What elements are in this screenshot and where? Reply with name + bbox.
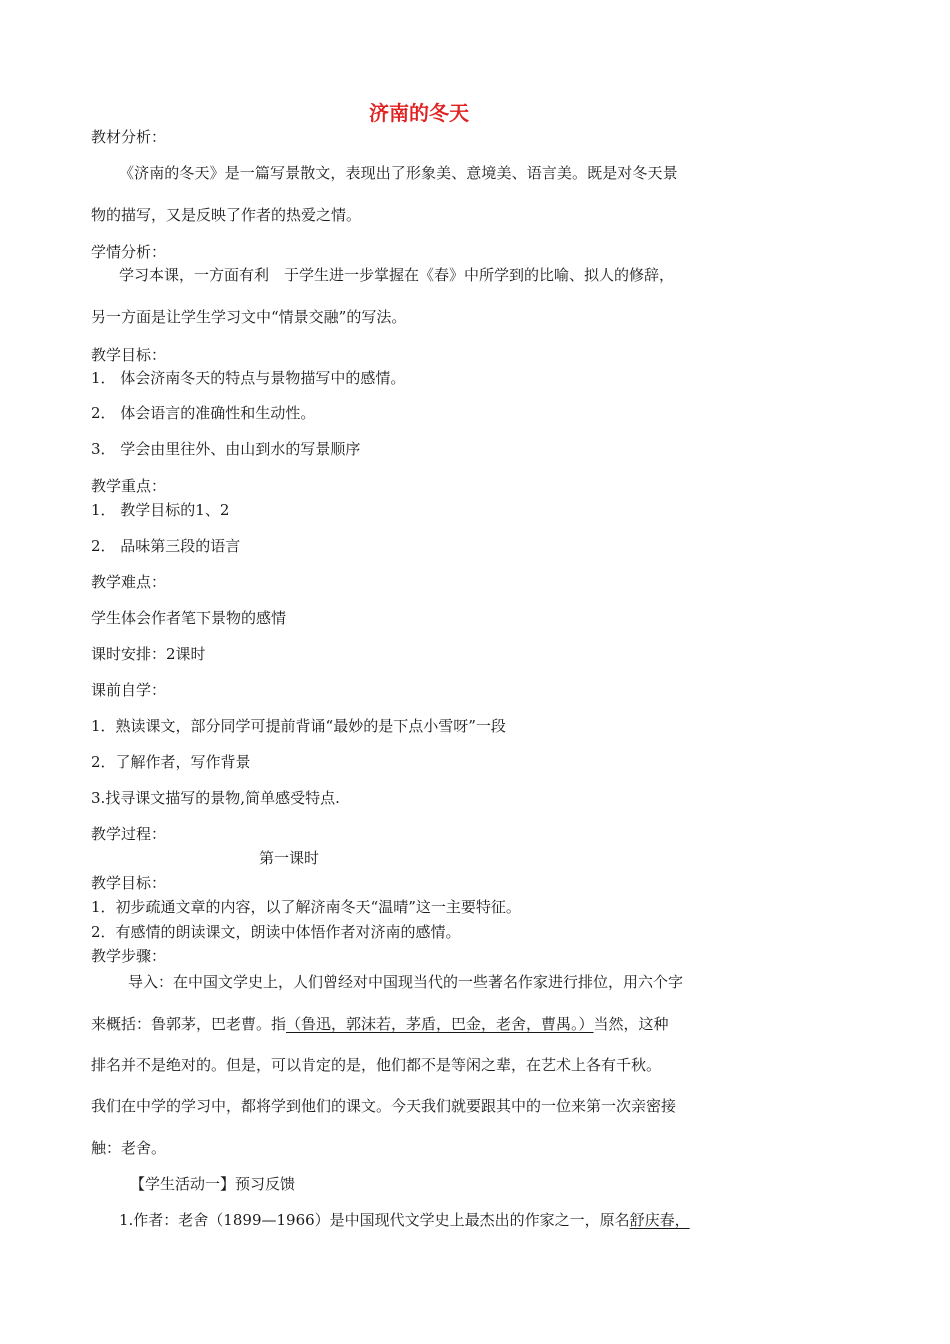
page-title: 济南的冬天: [369, 101, 469, 125]
intro-line: [91, 1015, 669, 1033]
difficult-text: 学生体会作者笔下景物的感情: [91, 609, 287, 627]
intro-line: 排名并不是绝对的。但是，可以肯定的是，他们都不是等闲之辈，在艺术上各有千秋。: [91, 1056, 662, 1074]
schedule-text: 课时安排：2课时: [91, 645, 206, 663]
intro-line: 触：老舍。: [91, 1139, 167, 1157]
activity-heading: 【学生活动一】预习反馈: [130, 1175, 296, 1193]
intro-line: 导入：在中国文学史上，人们曾经对中国现当代的一些著名作家进行排位，用六个字: [128, 973, 684, 991]
preview-heading: 课前自学：: [91, 681, 167, 699]
goal2-item: 1．初步疏通文章的内容，以了解济南冬天“温晴”这一主要特征。: [91, 898, 521, 916]
preview-item: 1．熟读课文，部分同学可提前背诵“最妙的是下点小雪呀”一段: [91, 717, 506, 735]
goal-item: 1． 体会济南冬天的特点与景物描写中的感情。: [91, 369, 406, 387]
material-heading: 教材分析：: [91, 128, 167, 146]
goals2-heading: 教学目标：: [91, 874, 167, 892]
author-name-underlined: 舒庆春，: [629, 1211, 690, 1229]
process-heading: 教学过程：: [91, 825, 167, 843]
material-paragraph-line: 物的描写，又是反映了作者的热爱之情。: [91, 206, 362, 224]
key-point-item: 1． 教学目标的1、2: [91, 501, 230, 519]
intro-text: 来概括：鲁郭茅，巴老曹。指: [91, 1015, 287, 1033]
goal-item: 2． 体会语言的准确性和生动性。: [91, 404, 316, 422]
difficult-heading: 教学难点：: [91, 573, 167, 591]
student-heading: 学情分析：: [91, 243, 167, 261]
intro-text: 当然，这种: [593, 1015, 669, 1033]
material-paragraph-line: 《济南的冬天》是一篇写景散文，表现出了形象美、意境美、语言美。既是对冬天景: [119, 164, 678, 182]
author-text: 1.作者：老舍（1899—1966）是中国现代文学史上最杰出的作家之一，原名: [119, 1211, 630, 1229]
goal-item: 3． 学会由里往外、由山到水的写景顺序: [91, 440, 361, 458]
preview-item: 3.找寻课文描写的景物,简单感受特点.: [91, 789, 340, 807]
key-point-item: 2． 品味第三段的语言: [91, 537, 241, 555]
student-paragraph-line: 学习本课，一方面有利 于学生进一步掌握在《春》中所学到的比喻、拟人的修辞，: [119, 266, 675, 284]
student-paragraph-line: 另一方面是让学生学习文中“情景交融”的写法。: [91, 308, 407, 326]
author-line: [119, 1211, 690, 1229]
intro-line: 我们在中学的学习中，都将学到他们的课文。今天我们就要跟其中的一位来第一次亲密接: [91, 1097, 677, 1115]
author-list-underlined: （鲁迅，郭沫若，茅盾，巴金，老舍，曹禺。）: [286, 1015, 594, 1033]
goals-heading: 教学目标：: [91, 346, 167, 364]
steps-heading: 教学步骤：: [91, 947, 167, 965]
lesson-label: 第一课时: [259, 849, 320, 867]
goal2-item: 2．有感情的朗读课文，朗读中体悟作者对济南的感情。: [91, 923, 461, 941]
preview-item: 2．了解作者，写作背景: [91, 753, 251, 771]
key-points-heading: 教学重点：: [91, 477, 167, 495]
